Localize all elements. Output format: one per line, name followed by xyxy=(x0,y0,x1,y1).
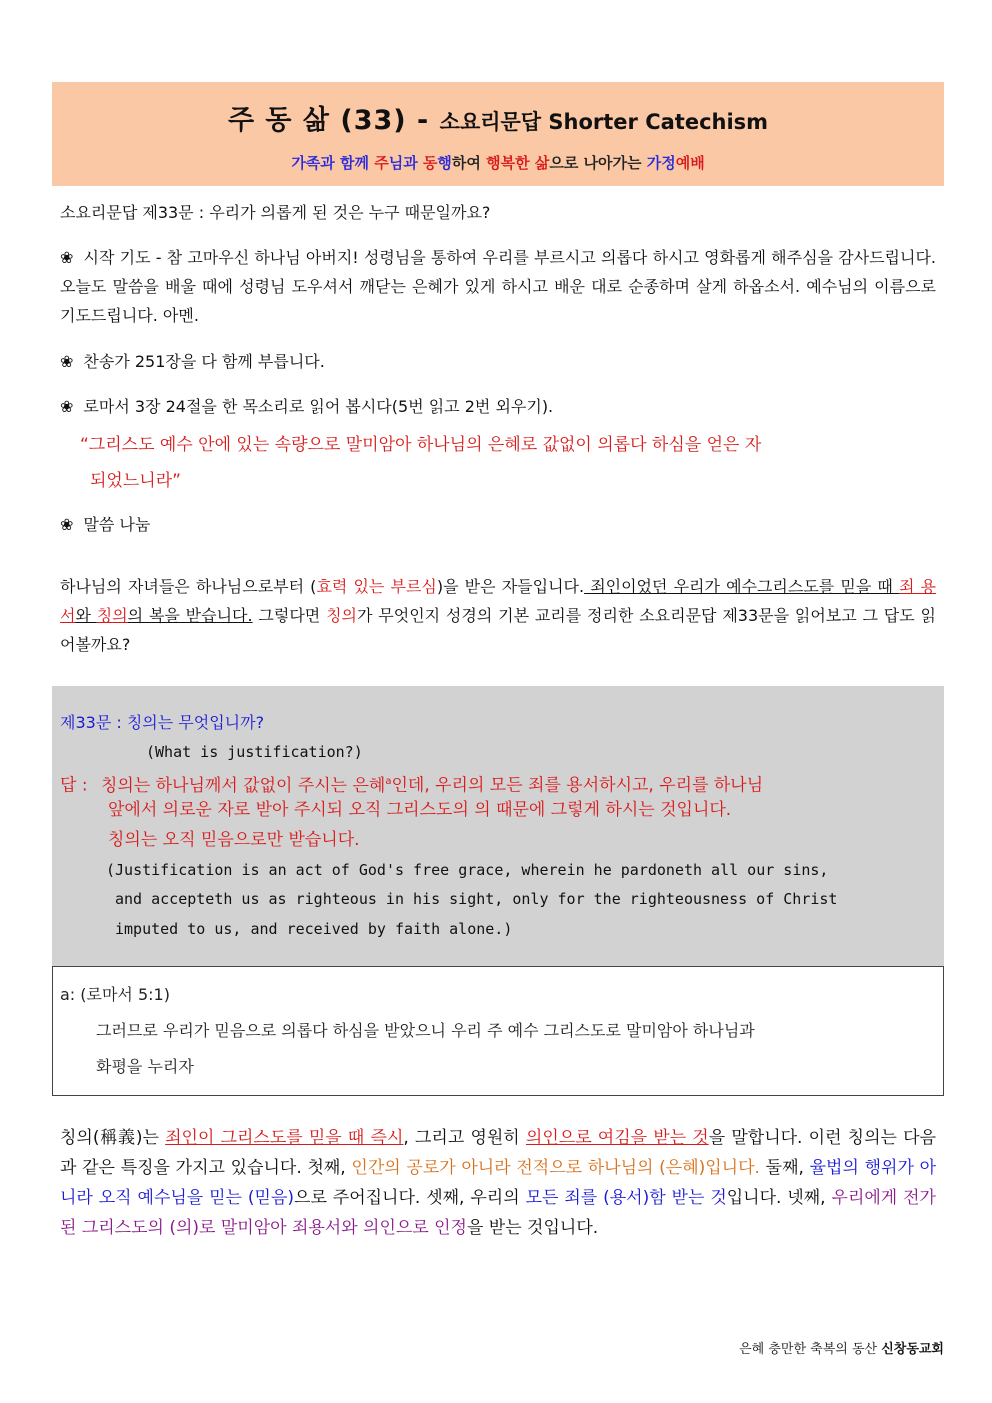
summary-forgiveness: 모든 죄를 (용서)함 받는 것 xyxy=(525,1188,727,1208)
tagline xyxy=(52,152,944,173)
tagline-segment: 가정 xyxy=(646,154,676,172)
intro-justification-2: 칭의 xyxy=(326,606,357,625)
footnote-ref: a: (로마서 5:1) xyxy=(60,985,170,1004)
intro-text: )을 받은 자들입니다. xyxy=(436,577,585,596)
prayer-text: - 참 고마우신 하나님 아버지! 성령님을 통하여 우리를 부르시고 의롭다 하시고 영화롭게 해주심을 감사드립니다. 오늘도 말씀을 배울 때에 성령님 도우셔서 깨닫는 은혜가 있게 하시고 배운 대로 순종하며 살게 하옵소서. 예수님의 이름으로 기도드립니다. 아멘. xyxy=(60,248,936,325)
tagline-segment: 과 함께 xyxy=(320,154,375,172)
church-name: 신창동교회 xyxy=(881,1342,944,1357)
summary-highlight: 죄인이 그리스도를 믿을 때 즉시 xyxy=(165,1128,404,1148)
page-title xyxy=(52,98,944,137)
prayer-label: 시작 기도 xyxy=(83,248,151,267)
reading-text: 로마서 3장 24절을 한 목소리로 읽어 봅시다 xyxy=(83,397,392,416)
intro-underlined: 의 복을 받습니다. xyxy=(127,606,253,625)
memory-verse xyxy=(80,427,940,499)
intro-effectual-calling: 효력 있는 부르심 xyxy=(316,577,437,596)
tagline-segment: 삶 xyxy=(534,154,550,172)
footnote-line-2: 화평을 누리자 xyxy=(96,1057,194,1076)
summary-text: 을 말합니다. 이런 칭의는 다음과 같은 특징을 가지고 있습니다. 첫째, xyxy=(60,1128,936,1178)
flower-bullet-icon: ❀ xyxy=(60,397,74,416)
summary-text: 을 받는 것입니다. xyxy=(466,1218,599,1238)
intro-text: 가 무엇인지 성경의 기본 교리를 정리한 소요리문답 제33문을 읽어보고 그 답도 읽어볼까요? xyxy=(60,606,936,654)
intro-text: 하나님의 자녀들은 하나님으로부터 ( xyxy=(60,577,317,596)
answer-prefix: 답 : xyxy=(60,775,93,796)
hymn-text: 찬송가 251장을 다 함께 부릅니다. xyxy=(83,352,325,371)
reading-line xyxy=(60,392,936,421)
tagline-segment: 예배 xyxy=(675,154,705,172)
catechism-answer-line-3: 칭의는 오직 믿음으로만 받습니다. xyxy=(108,830,360,850)
flower-bullet-icon: ❀ xyxy=(60,248,74,267)
question-line: 소요리문답 제33문 : 우리가 의롭게 된 것은 누구 때문일까요? xyxy=(60,203,491,222)
summary-text: 둘째, xyxy=(759,1158,810,1178)
summary-faith: 율법의 행위가 아니라 오직 예수님을 믿는 (믿음) xyxy=(60,1158,937,1208)
catechism-question-en: (What is justification?) xyxy=(146,743,363,761)
sharing-line xyxy=(60,510,936,539)
summary-text: 으로 주어집니다. 셋째, 우리의 xyxy=(294,1188,526,1208)
verse-line-2: 되었느니라” xyxy=(90,471,181,491)
footer-text: 은혜 충만한 축복의 동산 xyxy=(739,1342,882,1357)
tagline-segment: 행 xyxy=(437,154,452,172)
intro-justification: 칭의 xyxy=(96,606,128,625)
summary-text: , 그리고 영원히 xyxy=(403,1128,526,1148)
summary-righteousness: 우리에게 전가된 그리스도의 (의)로 말미암아 죄용서와 의인으로 인정 xyxy=(60,1188,936,1238)
tagline-segment: 하여 xyxy=(451,154,487,172)
intro-underlined: 죄인이었던 우리가 예수그리스도를 믿을 때 xyxy=(584,577,899,596)
summary-text: 칭의(稱義)는 xyxy=(60,1128,166,1148)
catechism-question: 제33문 : 칭의는 무엇입니까? xyxy=(60,713,265,732)
answer-text: 칭의는 하나님께서 값없이 주시는 은혜 xyxy=(100,775,386,796)
tagline-segment: 가족 xyxy=(291,154,321,172)
flower-bullet-icon: ❀ xyxy=(60,515,74,534)
tagline-segment: 동 xyxy=(422,154,438,172)
verse-line-1: “그리스도 예수 안에 있는 속량으로 말미암아 하나님의 은혜로 값없이 의롭다 하심을 얻은 자 xyxy=(80,435,762,455)
sharing-text: 말씀 나눔 xyxy=(83,515,151,534)
tagline-segment: 님과 xyxy=(388,154,423,172)
intro-forgiveness: 죄 용서 xyxy=(60,577,937,625)
tagline-segment: 으로 나아가는 xyxy=(549,154,647,172)
catechism-answer-en-2: and accepteth us as righteous in his sight, only for the righteousness of Christ xyxy=(115,890,838,908)
catechism-answer-en-1: (Justification is an act of God's free grace, wherein he pardoneth all our sins, xyxy=(106,861,829,879)
answer-text: 인데, 우리의 모든 죄를 용서하시고, 우리를 하나님 xyxy=(391,775,764,796)
reading-note: (5번 읽고 2번 외우기). xyxy=(391,397,554,416)
footnote-marker: a xyxy=(385,776,392,787)
page-header xyxy=(52,82,944,186)
intro-underlined: 와 xyxy=(75,606,97,625)
tagline-segment: 주 xyxy=(374,154,389,172)
intro-paragraph xyxy=(60,572,936,659)
tagline-segment: 행복한 xyxy=(486,154,535,172)
page-footer xyxy=(739,1338,944,1357)
prayer-paragraph xyxy=(60,243,936,330)
catechism-answer-line-2: 앞에서 의로운 자로 받아 주시되 오직 그리스도의 의 때문에 그렇게 하시는 것입니다. xyxy=(108,800,732,820)
summary-grace: 인간의 공로가 아니라 전적으로 하나님의 (은혜)입니다. xyxy=(351,1158,760,1178)
intro-text: 그렇다면 xyxy=(252,606,327,625)
hymn-line xyxy=(60,347,936,376)
catechism-answer-en-3: imputed to us, and received by faith alone.) xyxy=(115,920,513,938)
summary-text: 입니다. 넷째, xyxy=(726,1188,832,1208)
footnote-line-1: 그러므로 우리가 믿음으로 의롭다 하심을 받았으니 우리 주 예수 그리스도로 말미암아 하나님과 xyxy=(96,1021,755,1040)
summary-highlight: 의인으로 여김을 받는 것 xyxy=(525,1128,709,1148)
title-main: 주 동 삶 (33) - xyxy=(227,105,440,136)
summary-paragraph xyxy=(60,1123,936,1243)
flower-bullet-icon: ❀ xyxy=(60,352,74,371)
title-sub: 소요리문답 Shorter Catechism xyxy=(439,110,769,134)
